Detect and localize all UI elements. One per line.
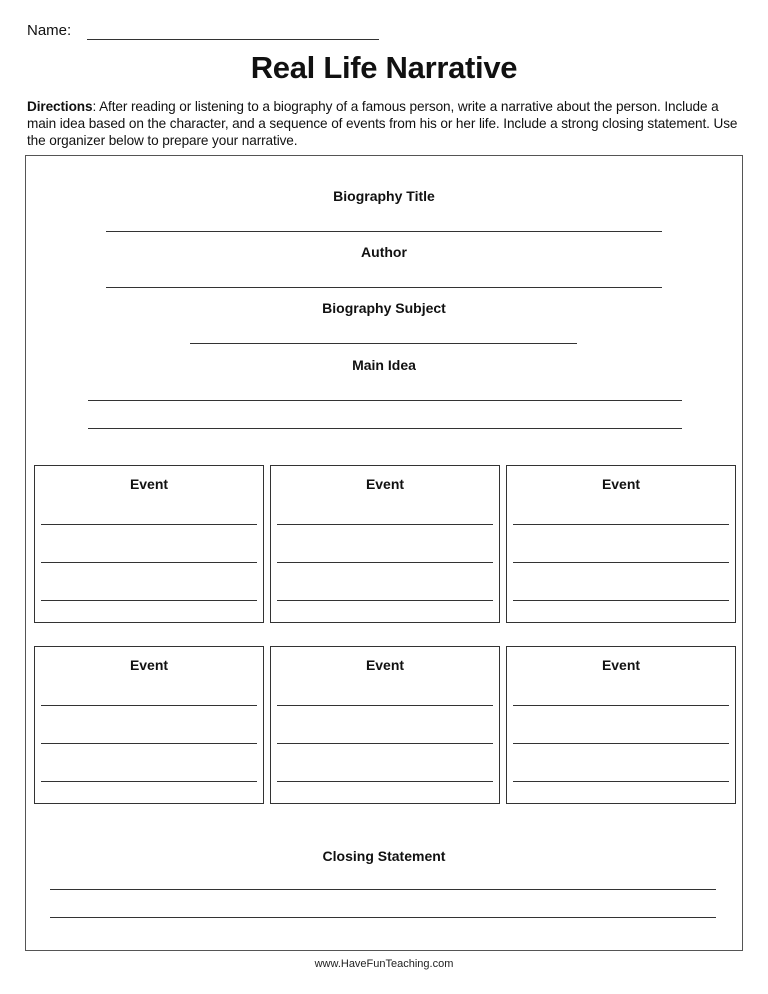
closing-statement-line-2[interactable] — [50, 917, 716, 918]
event-line[interactable] — [41, 743, 257, 744]
event-label: Event — [365, 657, 405, 673]
event-line[interactable] — [41, 562, 257, 563]
biography-title-label: Biography Title — [333, 188, 435, 204]
event-line[interactable] — [277, 781, 493, 782]
page-title: Real Life Narrative — [250, 50, 518, 85]
event-line[interactable] — [277, 743, 493, 744]
event-box — [34, 465, 264, 623]
event-label: Event — [601, 657, 641, 673]
event-line[interactable] — [513, 600, 729, 601]
name-row — [27, 22, 379, 40]
main-idea-line-2[interactable] — [88, 428, 682, 429]
event-label: Event — [365, 476, 405, 492]
author-line[interactable] — [106, 287, 662, 288]
event-line[interactable] — [513, 524, 729, 525]
name-label: Name: — [27, 22, 72, 39]
directions-lead: Directions — [27, 99, 93, 114]
event-label: Event — [601, 476, 641, 492]
event-box — [34, 646, 264, 804]
event-line[interactable] — [513, 705, 729, 706]
event-line[interactable] — [41, 705, 257, 706]
event-label: Event — [129, 476, 169, 492]
event-line[interactable] — [277, 705, 493, 706]
event-line[interactable] — [277, 600, 493, 601]
name-write-line[interactable] — [87, 25, 379, 40]
biography-subject-label: Biography Subject — [322, 300, 446, 316]
biography-subject-line[interactable] — [190, 343, 577, 344]
event-line[interactable] — [277, 524, 493, 525]
event-box — [270, 465, 500, 623]
directions-text: : After reading or listening to a biography of a famous person, write a narrative about the person. Include a main idea based on the character, and a sequence of events from his or her life. Include a strong closing statement. Use the organizer below to prepare your narrative. — [27, 99, 738, 148]
biography-title-line[interactable] — [106, 231, 662, 232]
event-box — [506, 465, 736, 623]
event-box — [506, 646, 736, 804]
author-label: Author — [361, 244, 407, 260]
event-line[interactable] — [277, 562, 493, 563]
closing-statement-label: Closing Statement — [322, 848, 446, 864]
event-line[interactable] — [513, 562, 729, 563]
event-line[interactable] — [513, 743, 729, 744]
event-line[interactable] — [41, 600, 257, 601]
main-idea-label: Main Idea — [352, 357, 416, 373]
directions — [27, 98, 743, 149]
event-line[interactable] — [41, 524, 257, 525]
event-line[interactable] — [513, 781, 729, 782]
main-idea-line-1[interactable] — [88, 400, 682, 401]
event-line[interactable] — [41, 781, 257, 782]
footer-website: www.HaveFunTeaching.com — [314, 958, 454, 970]
event-box — [270, 646, 500, 804]
closing-statement-line-1[interactable] — [50, 889, 716, 890]
event-label: Event — [129, 657, 169, 673]
